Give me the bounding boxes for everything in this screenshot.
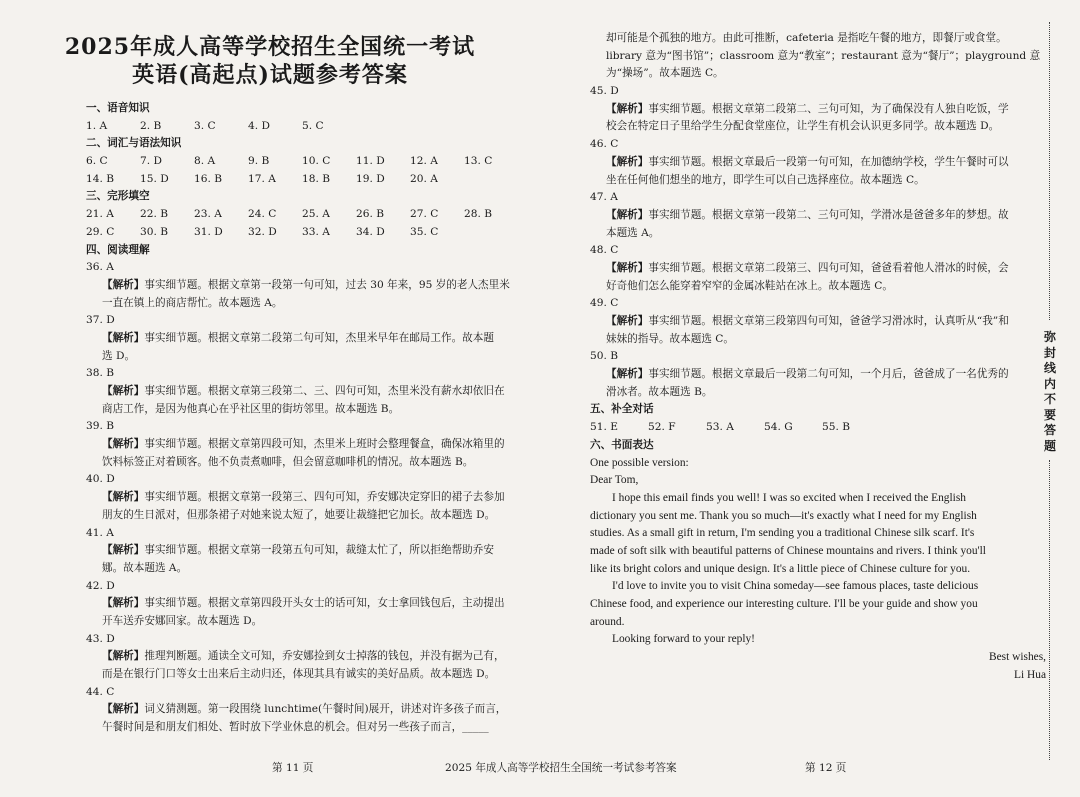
answer-row xyxy=(86,153,532,171)
explanation-text: 事实细节题。根据文章第一段第五句可知，裁缝太忙了，所以拒绝帮助乔安 xyxy=(144,544,494,557)
answer-row xyxy=(86,171,532,189)
answer-key-item: 25. A xyxy=(302,208,330,221)
section-heading: 四、阅读理解 xyxy=(86,243,150,256)
answer-key-item: 30. B xyxy=(140,225,168,238)
explanation-label: 【解析】 xyxy=(102,278,145,291)
exam-title: 2025年成人高等学校招生全国统一考试 xyxy=(64,34,476,60)
section-heading: 五、补全对话 xyxy=(590,403,654,416)
answer-key-item: 31. D xyxy=(194,225,223,238)
answer-key-item: 3. C xyxy=(194,119,216,132)
explanation-continuation: 选 D。 xyxy=(102,349,136,362)
explanation-label: 【解析】 xyxy=(606,102,649,115)
answer-key-item: 28. B xyxy=(464,208,492,221)
answer-key-item: 21. A xyxy=(86,208,114,221)
answer-key-item: 10. C xyxy=(302,155,331,168)
question-answer: 49. C xyxy=(590,297,619,310)
answer-key-item: 17. A xyxy=(248,172,276,185)
question-answer: 36. A xyxy=(86,261,114,274)
section-heading: 二、词汇与语法知识 xyxy=(86,137,182,150)
seal-line-bottom xyxy=(1049,460,1050,760)
essay-line: dictionary you sent me. Thank you so much—it's exactly what I need for my English xyxy=(590,509,977,522)
answer-key-item: 32. D xyxy=(248,225,277,238)
explanation-text: 事实细节题。根据文章第二段第二句可知，杰里米早年在邮局工作。故本题 xyxy=(144,331,494,344)
answer-key-item: 11. D xyxy=(356,155,385,168)
answer-key-item: 35. C xyxy=(410,225,439,238)
seal-line-notice: 弥封线内不要答题 xyxy=(1043,330,1056,453)
explanation-line xyxy=(86,595,532,613)
explanation-line xyxy=(86,277,532,295)
explanation-text: 事实细节题。根据文章第二段第二、三句可知，为了确保没有人独自吃饭，学 xyxy=(648,102,1009,115)
question-answer: 37. D xyxy=(86,314,115,327)
answer-key-item: 8. A xyxy=(194,155,216,168)
question-answer: 44. C xyxy=(86,685,115,698)
section-heading: 三、完形填空 xyxy=(86,190,150,203)
answer-key-item: 7. D xyxy=(140,155,162,168)
answer-row xyxy=(86,118,532,136)
explanation-text: 事实细节题。根据文章最后一段第一句可知，在加德纳学校，学生午餐时可以 xyxy=(648,155,1009,168)
footer-page-right: 第 12 页 xyxy=(805,762,847,774)
answer-key-item: 19. D xyxy=(356,172,385,185)
right-page xyxy=(540,0,1060,797)
answer-key-item: 51. E xyxy=(590,421,618,434)
explanation-line xyxy=(590,154,1050,172)
explanation-line xyxy=(590,260,1050,278)
answer-key-item: 9. B xyxy=(248,155,270,168)
explanation-continuation: 一直在镇上的商店帮忙。故本题选 A。 xyxy=(102,296,283,309)
essay-signature: Best wishes, xyxy=(989,651,1046,664)
answer-key-item: 24. C xyxy=(248,208,277,221)
question-answer: 39. B xyxy=(86,420,114,433)
essay-line: Chinese food, and experience our interesting culture. I'll be your guide and show you xyxy=(590,598,978,610)
essay-line: made of soft silk with beautiful patterns of Chinese mountains and rivers. I think you'll xyxy=(590,544,986,557)
explanation-continuation: 娜。故本题选 A。 xyxy=(102,561,188,574)
explanation-label: 【解析】 xyxy=(102,331,145,344)
explanation-line xyxy=(86,330,532,348)
essay-paragraph-start: I hope this email finds you well! I was so excited when I received the English xyxy=(612,491,966,504)
answer-key-item: 5. C xyxy=(302,119,324,132)
explanation-continuation: library 意为“图书馆”；classroom 意为“教室”；restaurant 意为“餐厅”；playground 意 xyxy=(606,49,1041,62)
essay-paragraph-start: I'd love to invite you to visit China someday—see famous places, taste delicious xyxy=(612,580,979,593)
explanation-label: 【解析】 xyxy=(606,261,649,274)
explanation-line xyxy=(86,489,532,507)
explanation-text: 事实细节题。根据文章第一段第三、四句可知，乔安娜决定穿旧的裙子去参加 xyxy=(144,491,505,504)
explanation-continuation: 却可能是个孤独的地方。由此可推断，cafeteria 是指吃午餐的地方，即餐厅或食堂。 xyxy=(606,32,1007,44)
explanation-continuation: 校会在特定日子里给学生分配食堂座位，让学生有机会认识更多同学。故本题选 D。 xyxy=(606,120,1000,133)
question-answer: 40. D xyxy=(86,473,115,486)
explanation-continuation: 滑冰者。故本题选 B。 xyxy=(606,385,713,398)
explanation-text: 事实细节题。根据文章最后一段第二句可知，一个月后，爸爸成了一名优秀的 xyxy=(648,368,1009,381)
explanation-continuation: 好奇他们怎么能穿着窄窄的金属冰鞋站在冰上。故本题选 C。 xyxy=(606,279,893,292)
explanation-line xyxy=(86,701,532,719)
explanation-line xyxy=(590,366,1050,384)
essay-line: One possible version: xyxy=(590,456,689,469)
answer-key-item: 55. B xyxy=(822,421,850,434)
left-answer-column xyxy=(86,100,532,737)
explanation-continuation: 而是在银行门口等女士出来后主动归还，体现其具有诚实的美好品质。故本题选 D。 xyxy=(102,668,496,680)
explanation-label: 【解析】 xyxy=(606,368,649,381)
seal-line-top xyxy=(1049,22,1050,320)
question-answer: 50. B xyxy=(590,350,618,363)
footer-center-title: 2025 年成人高等学校招生全国统一考试参考答案 xyxy=(445,762,677,774)
explanation-label: 【解析】 xyxy=(102,597,145,610)
answer-key-item: 52. F xyxy=(648,421,676,434)
answer-key-item: 26. B xyxy=(356,208,384,221)
explanation-text: 事实细节题。根据文章第四段开头女士的话可知，女士拿回钱包后，主动提出 xyxy=(144,597,505,610)
answer-key-item: 20. A xyxy=(410,172,438,185)
explanation-text: 推理判断题。通读全文可知，乔安娜捡到女士掉落的钱包，并没有据为己有， xyxy=(144,650,505,663)
question-answer: 48. C xyxy=(590,244,619,257)
answer-key-item: 4. D xyxy=(248,119,270,132)
answer-row xyxy=(86,206,532,224)
answer-key-item: 53. A xyxy=(706,421,734,434)
explanation-continuation: 开车送乔安娜回家。故本题选 D。 xyxy=(102,614,263,627)
explanation-continuation: 妹妹的指导。故本题选 C。 xyxy=(606,332,735,345)
explanation-continuation: 饮料标签正对着顾客。他不负责煮咖啡，但会留意咖啡机的情况。故本题选 B。 xyxy=(102,455,474,468)
essay-line: around. xyxy=(590,615,625,628)
question-answer: 38. B xyxy=(86,367,114,380)
explanation-continuation: 午餐时间是和朋友们相处、暂时放下学业休息的机会。但对另一些孩子而言，_____ xyxy=(102,721,489,734)
explanation-label: 【解析】 xyxy=(102,438,145,451)
explanation-label: 【解析】 xyxy=(606,208,649,221)
question-answer: 45. D xyxy=(590,85,619,98)
essay-paragraph-start: Looking forward to your reply! xyxy=(612,633,755,646)
explanation-continuation: 坐在任何他们想坐的地方，即学生可以自己选择座位。故本题选 C。 xyxy=(606,173,925,186)
answer-key-item: 1. A xyxy=(86,119,108,132)
explanation-label: 【解析】 xyxy=(606,315,649,327)
explanation-line xyxy=(86,648,532,666)
explanation-line xyxy=(86,383,532,401)
explanation-continuation: 本题选 A。 xyxy=(606,226,660,239)
explanation-line xyxy=(86,436,532,454)
answer-row xyxy=(590,419,1050,437)
question-answer: 46. C xyxy=(590,138,619,151)
question-answer: 43. D xyxy=(86,632,115,645)
answer-key-item: 29. C xyxy=(86,225,115,238)
footer-page-left: 第 11 页 xyxy=(272,762,314,774)
explanation-label: 【解析】 xyxy=(102,650,145,663)
explanation-text: 词义猜测题。第一段围绕 lunchtime(午餐时间)展开，讲述对许多孩子而言， xyxy=(144,703,507,716)
answer-key-item: 54. G xyxy=(764,421,793,434)
essay-line: studies. As a small gift in return, I'm sending you a traditional Chinese silk scarf. It's xyxy=(590,527,975,540)
essay-line: Dear Tom, xyxy=(590,474,639,487)
answer-key-item: 6. C xyxy=(86,155,108,168)
right-answer-column xyxy=(590,30,1050,684)
answer-key-item: 27. C xyxy=(410,208,439,221)
section-heading: 六、书面表达 xyxy=(590,438,654,451)
answer-key-item: 14. B xyxy=(86,172,114,185)
explanation-label: 【解析】 xyxy=(102,385,145,397)
answer-key-item: 18. B xyxy=(302,172,330,185)
explanation-text: 事实细节题。根据文章第三段第四句可知，爸爸学习滑冰时，认真听从“我”和 xyxy=(648,315,1009,327)
explanation-text: 事实细节题。根据文章第三段第二、三、四句可知，杰里米没有薪水却依旧在 xyxy=(144,385,505,397)
question-answer: 42. D xyxy=(86,579,115,592)
section-heading: 一、语音知识 xyxy=(86,102,150,114)
essay-line: like its bright colors and unique design. It's a little piece of Chinese culture for you. xyxy=(590,562,971,575)
explanation-text: 事实细节题。根据文章第一段第二、三句可知，学滑冰是爸爸多年的梦想。故 xyxy=(648,208,1009,221)
explanation-line xyxy=(590,101,1050,119)
answer-key-item: 33. A xyxy=(302,225,330,238)
explanation-text: 事实细节题。根据文章第四段可知，杰里米上班时会整理餐盒，确保冰箱里的 xyxy=(144,438,505,451)
explanation-label: 【解析】 xyxy=(606,155,649,168)
explanation-line xyxy=(590,207,1050,225)
explanation-label: 【解析】 xyxy=(102,491,145,504)
exam-subtitle: 英语(高起点)试题参考答案 xyxy=(132,62,408,88)
answer-key-item: 13. C xyxy=(464,155,493,168)
answer-key-item: 15. D xyxy=(140,172,169,185)
explanation-line xyxy=(86,542,532,560)
question-answer: 41. A xyxy=(86,526,114,539)
answer-row xyxy=(86,224,532,242)
answer-key-item: 34. D xyxy=(356,225,385,238)
answer-key-item: 12. A xyxy=(410,155,438,168)
explanation-label: 【解析】 xyxy=(102,544,145,557)
explanation-continuation: 商店工作，是因为他真心在乎社区里的街坊邻里。故本题选 B。 xyxy=(102,402,400,415)
answer-key-item: 22. B xyxy=(140,208,168,221)
explanation-continuation: 为“操场”。故本题选 C。 xyxy=(606,67,724,80)
explanation-continuation: 朋友的生日派对，但那条裙子对她来说太短了，她要让裁缝把它加长。故本题选 D。 xyxy=(102,508,496,521)
essay-signature: Li Hua xyxy=(1014,668,1046,681)
answer-key-item: 23. A xyxy=(194,208,222,221)
explanation-text: 事实细节题。根据文章第二段第三、四句可知，爸爸看着他人滑冰的时候，会 xyxy=(648,261,1009,274)
answer-key-item: 2. B xyxy=(140,119,162,132)
explanation-label: 【解析】 xyxy=(102,703,145,716)
question-answer: 47. A xyxy=(590,191,618,204)
answer-key-item: 16. B xyxy=(194,172,222,185)
explanation-text: 事实细节题。根据文章第一段第一句可知，过去 30 年来，95 岁的老人杰里米 xyxy=(144,278,510,291)
explanation-line xyxy=(590,313,1050,331)
